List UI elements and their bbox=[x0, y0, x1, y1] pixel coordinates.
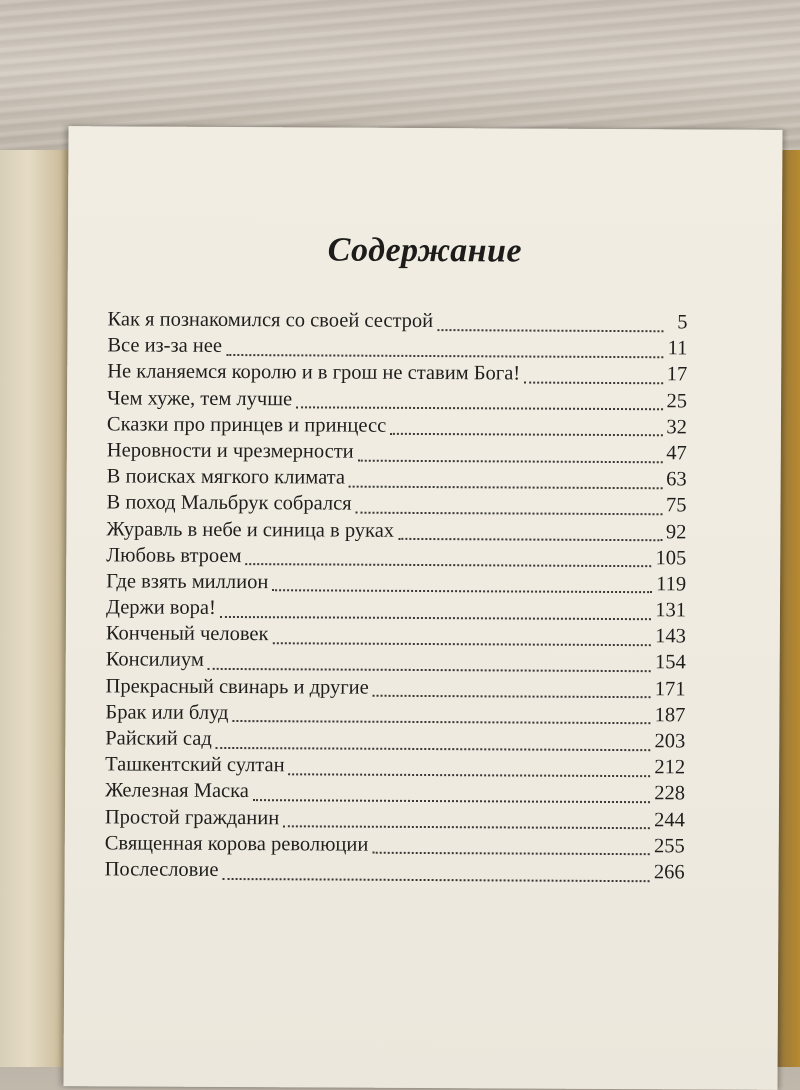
toc-entry bbox=[106, 675, 686, 704]
toc-entry-page: 171 bbox=[654, 677, 686, 701]
book-cover-left bbox=[0, 150, 70, 1067]
dot-leader bbox=[356, 511, 662, 516]
toc-entry-title: Простой гражданин bbox=[104, 805, 280, 829]
toc-entry-page: 92 bbox=[665, 520, 687, 543]
toc-entry bbox=[106, 570, 686, 599]
toc-entry bbox=[105, 754, 685, 783]
toc-entry-title: Консилиум bbox=[105, 648, 204, 672]
toc-entry-page: 266 bbox=[653, 861, 685, 884]
toc-entry bbox=[106, 649, 686, 678]
toc-entry bbox=[107, 439, 687, 468]
toc-entry bbox=[107, 387, 687, 416]
toc-entry-title: Послесловие bbox=[104, 858, 219, 881]
toc-entry bbox=[107, 413, 687, 442]
toc-entry-page: 203 bbox=[654, 730, 686, 753]
dot-leader bbox=[272, 589, 652, 594]
toc-entry-title: Как я познакомился со своей сестрой bbox=[107, 308, 434, 333]
table-of-contents bbox=[105, 308, 688, 887]
toc-entry-title: Неровности и чрезмерности bbox=[106, 439, 354, 463]
toc-entry-page: 255 bbox=[653, 834, 685, 858]
dot-leader bbox=[283, 824, 650, 829]
toc-entry bbox=[105, 701, 685, 730]
book-page bbox=[63, 126, 782, 1090]
toc-entry-page: 228 bbox=[654, 782, 686, 805]
dot-leader bbox=[272, 641, 651, 646]
toc-entry-title: Любовь втроем bbox=[106, 544, 242, 567]
toc-entry bbox=[107, 308, 687, 337]
toc-entry-title: Все из-за нее bbox=[107, 334, 223, 358]
toc-entry bbox=[105, 727, 685, 756]
toc-entry-title: Держи вора! bbox=[105, 596, 216, 619]
toc-entry-title: Сказки про принцев и принцесс bbox=[106, 413, 387, 437]
toc-entry-title: Чем хуже, тем лучше bbox=[107, 386, 293, 410]
dot-leader bbox=[289, 772, 651, 777]
toc-entry-title: Где взять миллион bbox=[106, 570, 269, 594]
toc-entry-title: Райский сад bbox=[105, 727, 212, 750]
toc-entry bbox=[106, 623, 686, 652]
toc-entry bbox=[105, 832, 685, 861]
dot-leader bbox=[226, 353, 663, 358]
toc-entry-title: Священная корова революции bbox=[104, 832, 369, 856]
toc-entry bbox=[107, 335, 687, 364]
dot-leader bbox=[216, 746, 651, 751]
toc-entry-page: 143 bbox=[655, 625, 686, 648]
toc-entry-page: 119 bbox=[656, 573, 687, 596]
toc-entry-title: Прекрасный свинарь и другие bbox=[105, 674, 369, 699]
toc-entry-page: 11 bbox=[667, 337, 688, 360]
toc-entry-page: 47 bbox=[666, 442, 687, 465]
toc-entry bbox=[105, 858, 685, 887]
dot-leader bbox=[296, 405, 662, 410]
toc-entry bbox=[105, 806, 685, 835]
toc-entry-page: 32 bbox=[666, 416, 688, 439]
toc-entry-page: 105 bbox=[655, 546, 687, 570]
toc-entry-title: В поход Мальбрук собрался bbox=[106, 491, 352, 515]
toc-entry bbox=[107, 465, 687, 494]
dot-leader bbox=[253, 798, 650, 803]
page-title: Содержание bbox=[327, 231, 523, 270]
dot-leader bbox=[358, 458, 663, 463]
toc-entry bbox=[106, 544, 686, 573]
toc-entry bbox=[105, 780, 685, 809]
dot-leader bbox=[208, 667, 651, 672]
toc-entry bbox=[106, 518, 686, 547]
dot-leader bbox=[220, 615, 651, 620]
dot-leader bbox=[524, 380, 663, 384]
toc-entry-title: Железная Маска bbox=[104, 779, 250, 803]
dot-leader bbox=[390, 432, 662, 436]
dot-leader bbox=[232, 719, 650, 724]
toc-entry-page: 25 bbox=[666, 389, 688, 412]
dot-leader bbox=[398, 537, 662, 541]
toc-entry-title: Не кланяемся королю и в грош не ставим Бога! bbox=[107, 360, 521, 385]
toc-entry bbox=[106, 492, 686, 521]
dot-leader bbox=[349, 484, 662, 489]
toc-entry-page: 5 bbox=[677, 311, 688, 334]
dot-leader bbox=[222, 876, 649, 881]
dot-leader bbox=[245, 562, 651, 567]
dot-leader bbox=[373, 694, 651, 698]
toc-entry-title: Конченый человек bbox=[105, 622, 269, 646]
toc-entry-title: Журавль в небе и синица в руках bbox=[106, 517, 395, 542]
toc-entry-page: 17 bbox=[666, 363, 688, 386]
toc-entry bbox=[107, 361, 687, 390]
toc-entry-page: 75 bbox=[665, 494, 687, 517]
dot-leader bbox=[372, 851, 650, 855]
toc-entry-page: 63 bbox=[666, 468, 687, 491]
toc-entry-title: Ташкентский султан bbox=[105, 753, 285, 777]
toc-entry-title: В поисках мягкого климата bbox=[106, 465, 346, 489]
toc-entry-page: 131 bbox=[655, 599, 687, 622]
toc-entry-page: 154 bbox=[654, 651, 686, 674]
toc-entry-page: 187 bbox=[654, 704, 686, 727]
toc-entry-page: 244 bbox=[654, 808, 685, 831]
toc-entry bbox=[106, 596, 686, 625]
dot-leader bbox=[437, 328, 663, 332]
toc-entry-title: Брак или блуд bbox=[105, 701, 229, 724]
toc-entry-page: 212 bbox=[654, 756, 686, 779]
